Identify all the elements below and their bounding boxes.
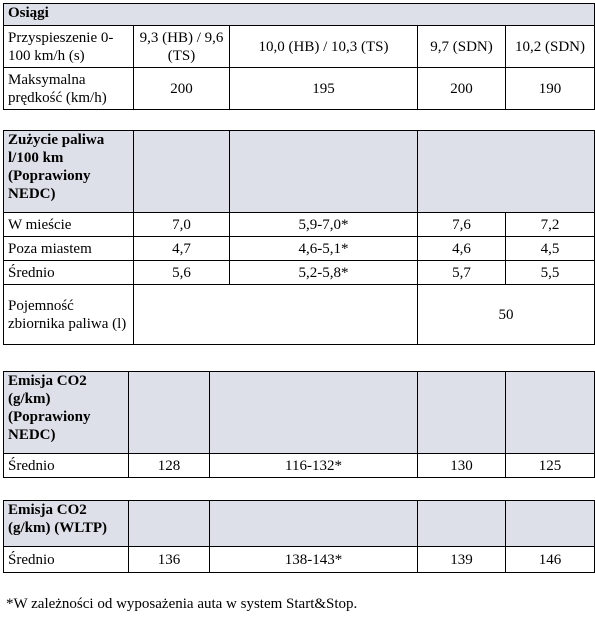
- fuel-title: Zużycie paliwa l/100 km (Poprawiony NEDC): [4, 131, 134, 213]
- header-cell: [418, 131, 595, 213]
- co2-value: 139: [418, 547, 506, 573]
- max-speed-label: Maksymalna prędkość (km/h): [4, 68, 134, 110]
- average-value: 5,6: [134, 261, 230, 285]
- highway-value: 4,7: [134, 237, 230, 261]
- max-speed-value: 195: [230, 68, 418, 110]
- header-cell: [418, 372, 506, 454]
- average-label: Średnio: [4, 261, 134, 285]
- average-value: 5,5: [506, 261, 595, 285]
- header-cell: [129, 501, 210, 547]
- header-cell: [230, 131, 418, 213]
- highway-value: 4,6: [418, 237, 506, 261]
- average-value: 5,7: [418, 261, 506, 285]
- acceleration-value: 10,0 (HB) / 10,3 (TS): [230, 26, 418, 68]
- average-label: Średnio: [4, 547, 129, 573]
- fuel-consumption-table: [3, 130, 595, 345]
- header-cell: [210, 501, 418, 547]
- max-speed-value: 190: [506, 68, 595, 110]
- header-cell: [506, 501, 595, 547]
- co2-wltp-table: [3, 500, 595, 573]
- footnote: *W zależności od wyposażenia auta w system Start&Stop.: [6, 596, 358, 612]
- co2-wltp-title: Emisja CO2 (g/km) (WLTP): [4, 501, 129, 547]
- co2-value: 116-132*: [210, 454, 418, 478]
- city-value: 7,6: [418, 213, 506, 237]
- performance-title: Osiągi: [4, 4, 595, 26]
- average-label: Średnio: [4, 454, 129, 478]
- average-value: 5,2-5,8*: [230, 261, 418, 285]
- city-label: W mieście: [4, 213, 134, 237]
- max-speed-value: 200: [418, 68, 506, 110]
- acceleration-value: 9,7 (SDN): [418, 26, 506, 68]
- co2-value: 138-143*: [210, 547, 418, 573]
- co2-nedc-title: Emisja CO2 (g/km) (Poprawiony NEDC): [4, 372, 129, 454]
- co2-value: 146: [506, 547, 595, 573]
- highway-label: Poza miastem: [4, 237, 134, 261]
- acceleration-value: 10,2 (SDN): [506, 26, 595, 68]
- header-cell: [418, 501, 506, 547]
- max-speed-value: 200: [134, 68, 230, 110]
- header-cell: [506, 372, 595, 454]
- header-cell: [129, 372, 210, 454]
- empty-cell: [134, 285, 418, 345]
- co2-value: 128: [129, 454, 210, 478]
- tank-capacity-value: 50: [418, 285, 595, 345]
- acceleration-value: 9,3 (HB) / 9,6 (TS): [134, 26, 230, 68]
- city-value: 5,9-7,0*: [230, 213, 418, 237]
- city-value: 7,0: [134, 213, 230, 237]
- header-cell: [210, 372, 418, 454]
- co2-value: 125: [506, 454, 595, 478]
- performance-table: [3, 3, 595, 110]
- tank-capacity-label: Pojemność zbiornika paliwa (l): [4, 285, 134, 345]
- co2-value: 136: [129, 547, 210, 573]
- acceleration-label: Przyspieszenie 0-100 km/h (s): [4, 26, 134, 68]
- highway-value: 4,5: [506, 237, 595, 261]
- city-value: 7,2: [506, 213, 595, 237]
- co2-nedc-table: [3, 371, 595, 478]
- header-cell: [134, 131, 230, 213]
- highway-value: 4,6-5,1*: [230, 237, 418, 261]
- co2-value: 130: [418, 454, 506, 478]
